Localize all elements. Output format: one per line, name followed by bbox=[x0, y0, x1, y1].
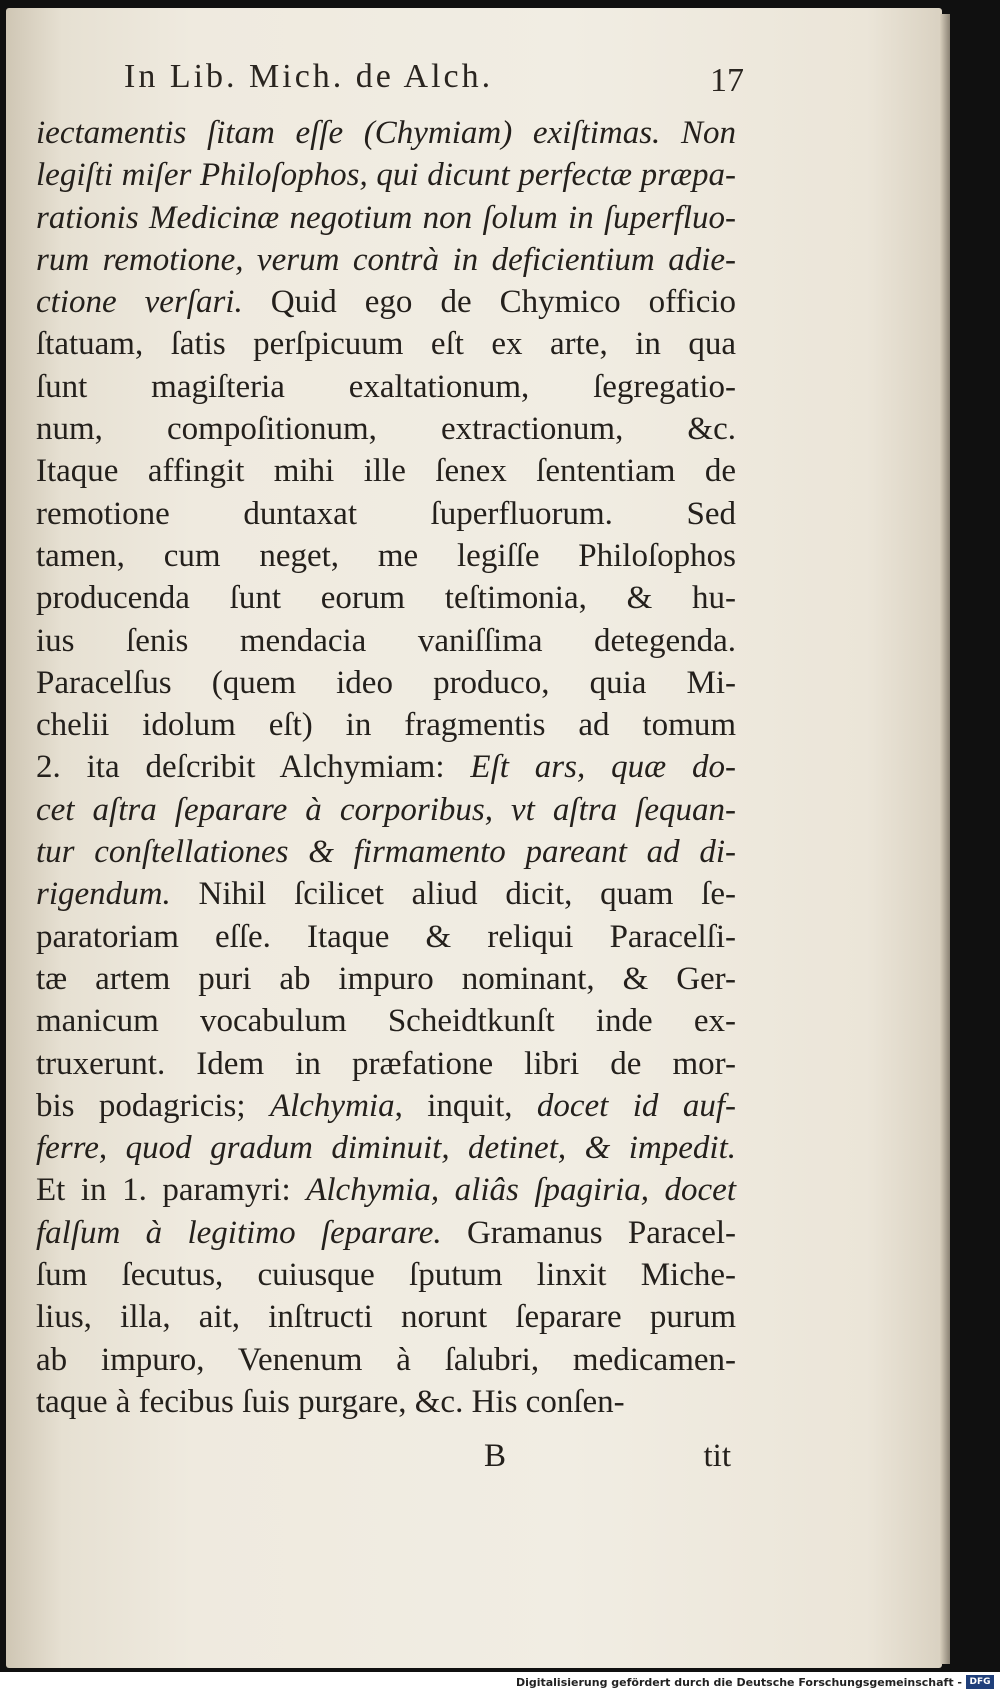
roman-segment: 2. ita deſcribit Alchymiam: bbox=[36, 749, 471, 786]
italic-segment: iectamentis ſitam eſſe (Chymiam) exiſtimas. Non bbox=[36, 115, 736, 151]
italic-segment: Alchymia, aliâs ſpagiria, docet bbox=[306, 1172, 736, 1209]
italic-segment: rigendum. bbox=[36, 876, 171, 913]
text-line bbox=[36, 239, 736, 281]
text-line bbox=[36, 535, 736, 577]
italic-segment: tur conſtellationes & firmamento pareant ad di- bbox=[36, 834, 736, 871]
roman-segment: ab impuro, Venenum à ſalubri, medicamen- bbox=[36, 1341, 736, 1378]
catch-row bbox=[36, 1438, 736, 1480]
roman-segment: ius ſenis mendacia vaniſſima detegenda. bbox=[36, 622, 736, 659]
text-line bbox=[36, 493, 736, 535]
roman-segment: Gramanus Paracel- bbox=[441, 1214, 736, 1251]
text-line bbox=[36, 323, 736, 365]
italic-segment: ctione verſari. bbox=[36, 284, 243, 321]
roman-segment: truxerunt. Idem in præfatione libri de mor- bbox=[36, 1045, 736, 1082]
roman-segment: ſunt magiſteria exaltationum, ſegregatio- bbox=[36, 368, 736, 405]
text-line bbox=[36, 958, 736, 1000]
text-line bbox=[36, 704, 736, 746]
footer-bar bbox=[0, 1672, 1000, 1695]
roman-segment: Nihil ſcilicet aliud dicit, quam ſe- bbox=[170, 876, 736, 913]
roman-segment: Itaque affingit mihi ille ſenex ſententiam de bbox=[36, 453, 736, 490]
text-line bbox=[36, 197, 736, 239]
text-line bbox=[36, 873, 736, 915]
text-line bbox=[36, 1254, 736, 1296]
italic-segment: docet id auf- bbox=[536, 1087, 736, 1124]
italic-segment: Alchymia bbox=[269, 1087, 395, 1124]
roman-segment: producenda ſunt eorum teſtimonia, & hu- bbox=[36, 580, 736, 617]
text-line bbox=[36, 1381, 736, 1423]
signature-mark: B bbox=[484, 1438, 507, 1474]
roman-segment: , inquit, bbox=[394, 1087, 537, 1124]
text-line bbox=[36, 789, 736, 831]
italic-segment: rum remotione, verum contrà in deficientium adie- bbox=[36, 241, 736, 278]
text-line bbox=[36, 1339, 736, 1381]
text-line bbox=[36, 112, 736, 154]
text-line bbox=[36, 1296, 736, 1338]
text-line bbox=[36, 1127, 736, 1169]
roman-segment: tamen, cum neget, me legiſſe Philoſophos bbox=[36, 537, 736, 574]
text-line bbox=[36, 831, 736, 873]
page-edge bbox=[940, 14, 950, 1664]
text-line bbox=[36, 746, 736, 788]
roman-segment: remotione duntaxat ſuperfluorum. Sed bbox=[36, 495, 736, 532]
italic-segment: cet aſtra ſeparare à corporibus, vt aſtra ſequan- bbox=[36, 791, 736, 828]
text-line bbox=[36, 281, 736, 323]
text-line bbox=[36, 1169, 736, 1211]
italic-segment: Eſt ars, quæ do- bbox=[470, 749, 737, 786]
body-text bbox=[36, 112, 736, 1423]
roman-segment: ſum ſecutus, cuiusque ſputum linxit Miche- bbox=[36, 1257, 736, 1294]
roman-segment: manicum vocabulum Scheidtkunſt inde ex- bbox=[36, 1003, 736, 1040]
text-line bbox=[36, 1043, 736, 1085]
text-line bbox=[36, 408, 736, 450]
text-line bbox=[36, 662, 736, 704]
book-page bbox=[6, 8, 942, 1668]
text-line bbox=[36, 1000, 736, 1042]
roman-segment: lius, illa, ait, inſtructi norunt ſeparare purum bbox=[36, 1299, 736, 1336]
roman-segment: chelii idolum eſt) in fragmentis ad tomum bbox=[36, 707, 736, 744]
roman-segment: taque à fecibus ſuis purgare, &c. His conſen- bbox=[36, 1383, 625, 1420]
roman-segment: paratoriam eſſe. Itaque & reliqui Paracelſi- bbox=[36, 918, 736, 955]
roman-segment: tæ artem puri ab impuro nominant, & Ger- bbox=[36, 960, 736, 997]
funding-credit: Digitalisierung gefördert durch die Deutsche Forschungsgemeinschaft - bbox=[515, 1676, 962, 1689]
text-line bbox=[36, 1212, 736, 1254]
text-line bbox=[36, 620, 736, 662]
text-line bbox=[36, 450, 736, 492]
italic-segment: rationis Medicinæ negotium non ſolum in ſuperfluo- bbox=[36, 199, 736, 236]
text-line bbox=[36, 916, 736, 958]
roman-segment: Quid ego de Chymico officio bbox=[242, 284, 737, 321]
text-line bbox=[36, 154, 736, 196]
roman-segment: bis podagricis; bbox=[36, 1087, 270, 1124]
running-head: In Lib. Mich. de Alch. bbox=[124, 58, 494, 95]
roman-segment: num, compoſitionum, extractionum, &c. bbox=[36, 411, 736, 448]
roman-segment: Paracelſus (quem ideo produco, quia Mi- bbox=[36, 664, 736, 701]
text-line bbox=[36, 1085, 736, 1127]
page-number: 17 bbox=[710, 62, 744, 99]
catchword: tit bbox=[703, 1438, 731, 1474]
dfg-logo: DFG bbox=[966, 1675, 994, 1689]
italic-segment: falſum à legitimo ſeparare. bbox=[36, 1214, 442, 1251]
text-line bbox=[36, 577, 736, 619]
text-line bbox=[36, 366, 736, 408]
italic-segment: ferre, quod gradum diminuit, detinet, & impedit. bbox=[36, 1130, 736, 1167]
roman-segment: Et in 1. paramyri: bbox=[36, 1172, 307, 1209]
italic-segment: legiſti miſer Philoſophos, qui dicunt perfectæ præpa- bbox=[36, 157, 736, 194]
roman-segment: ſtatuam, ſatis perſpicuum eſt ex arte, in qua bbox=[36, 326, 736, 363]
